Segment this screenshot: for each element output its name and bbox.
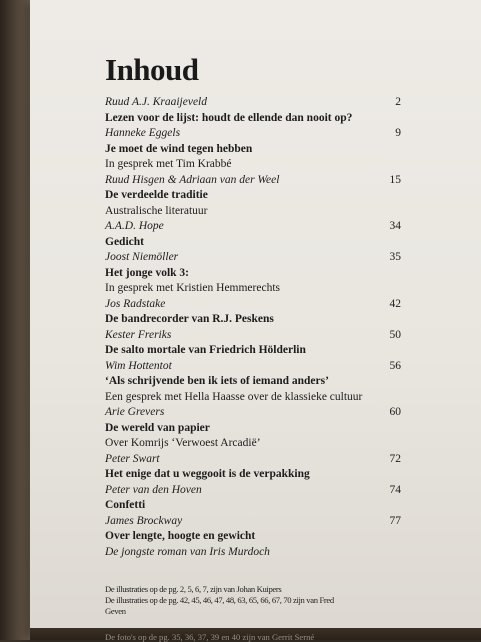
illustration-credits	[105, 584, 405, 617]
toc-author	[105, 514, 401, 530]
toc-author-name: Hanneke Eggels	[105, 127, 181, 139]
toc-author	[105, 405, 401, 421]
toc-article-title: De wereld van papier	[105, 421, 210, 434]
toc-article-subtitle: Een gesprek met Hella Haasse over de klassieke cultuur	[105, 390, 363, 403]
toc-entry	[105, 359, 401, 406]
toc-article-title: Confetti	[105, 499, 146, 511]
toc-entry	[105, 173, 401, 220]
toc-page-number: 72	[389, 452, 401, 465]
toc-article-title: Over lengte, hoogte en gewicht	[105, 530, 256, 542]
toc-page-number: 9	[395, 127, 401, 139]
toc-author	[105, 126, 401, 142]
toc-page-number: 15	[389, 173, 401, 186]
toc-author-name: Jos Radstake	[105, 297, 166, 310]
toc-author-name: Peter van den Hoven	[105, 483, 202, 496]
credit-line: De illustraties op de pg. 2, 5, 6, 7, zijn van Johan Kuipers	[105, 584, 282, 594]
toc-article-subtitle: De jongste roman van Iris Murdoch	[105, 545, 270, 558]
toc-author	[105, 359, 401, 375]
toc-article-title: ‘Als schrijvende ben ik iets of iemand anders’	[105, 375, 329, 387]
toc-article-title: Lezen voor de lijst: houdt de ellende dan nooit op?	[105, 111, 353, 124]
toc-article-subtitle: Australische literatuur	[105, 204, 208, 217]
toc-entry	[105, 405, 401, 452]
toc-article-subtitle: Over Komrijs ‘Verwoest Arcadië’	[105, 437, 261, 449]
credit-line-cut-off: De foto's op de pg. 35, 36, 37, 39 en 40 zijn van Gerrit Serné	[105, 632, 315, 642]
toc-article-subtitle: In gesprek met Tim Krabbé	[105, 158, 232, 170]
toc-author	[105, 95, 401, 111]
toc-author-name: Ruud Hisgen & Adriaan van der Weel	[105, 173, 280, 186]
credit-line: Geven	[105, 606, 126, 616]
toc-author	[105, 452, 401, 468]
toc-article-title: Gedicht	[105, 235, 144, 248]
toc-entry	[105, 297, 401, 328]
toc-entry	[105, 452, 401, 483]
toc-page-number: 50	[389, 328, 401, 341]
toc-page-number: 34	[389, 220, 401, 232]
toc-author-name: Kester Freriks	[105, 328, 172, 341]
toc-entry	[105, 514, 401, 561]
toc-author-name: Ruud A.J. Kraaijeveld	[105, 96, 207, 108]
toc-article-title: De salto mortale van Friedrich Hölderlin	[105, 344, 306, 356]
toc-entry	[105, 95, 401, 126]
toc-page-number: 74	[389, 483, 401, 496]
credit-line: De illustraties op de pg. 42, 45, 46, 47, 48, 63, 65, 66, 67, 70 zijn van Fred	[105, 595, 334, 605]
toc-entry	[105, 328, 401, 359]
toc-article-subtitle: In gesprek met Kristien Hemmerechts	[105, 282, 280, 294]
toc-article-title: Het jonge volk 3:	[105, 266, 190, 279]
toc-article-title: Je moet de wind tegen hebben	[105, 142, 253, 155]
toc-author	[105, 173, 401, 189]
toc-article-title: De bandrecorder van R.J. Peskens	[105, 313, 274, 325]
toc-page-number: 77	[389, 514, 401, 527]
toc-author-name: Peter Swart	[105, 452, 160, 465]
table-of-contents	[105, 95, 401, 560]
toc-author-name: James Brockway	[105, 514, 183, 527]
toc-author-name: A.A.D. Hope	[105, 220, 164, 232]
toc-entry	[105, 483, 401, 514]
toc-page-number: 60	[389, 406, 401, 418]
toc-entry	[105, 219, 401, 250]
toc-page-number: 2	[395, 96, 401, 108]
toc-author	[105, 328, 401, 344]
toc-entry	[105, 126, 401, 173]
toc-entry	[105, 250, 401, 297]
page-title: Inhoud	[105, 52, 199, 87]
toc-author	[105, 483, 401, 499]
toc-author	[105, 219, 401, 235]
toc-page-number: 35	[389, 251, 401, 263]
toc-author	[105, 297, 401, 313]
toc-page-number: 56	[389, 359, 401, 372]
toc-page-number: 42	[389, 297, 401, 310]
toc-author	[105, 250, 401, 266]
toc-article-title: De verdeelde traditie	[105, 189, 208, 201]
toc-author-name: Arie Grevers	[105, 406, 165, 418]
toc-author-name: Wim Hottentot	[105, 359, 172, 372]
toc-author-name: Joost Niemöller	[105, 251, 179, 263]
toc-article-title: Het enige dat u weggooit is de verpakking	[105, 468, 310, 480]
